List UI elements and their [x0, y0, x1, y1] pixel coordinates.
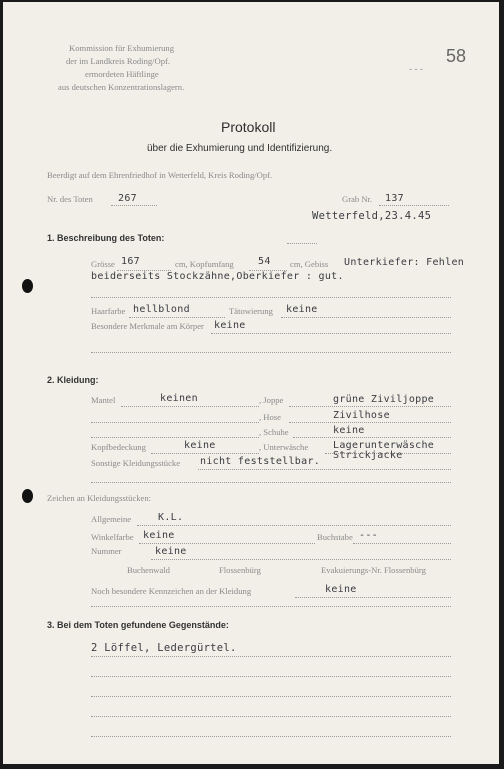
- size-value: 167: [121, 256, 140, 267]
- shoes-value: keine: [333, 425, 365, 436]
- punch-hole-lower: [22, 489, 33, 503]
- head-value: 54: [258, 256, 271, 267]
- dead-number-value: 267: [118, 193, 137, 204]
- section-2-title: 2. Kleidung:: [47, 375, 99, 385]
- jacket-value: grüne Ziviljoppe: [333, 394, 435, 405]
- other-signs-value: keine: [325, 584, 357, 595]
- column-evacuation-number: Evakuierungs-Nr. Flossenbürg: [321, 565, 426, 575]
- underwear-value: Lagerunterwäsche: [333, 440, 435, 451]
- punch-hole-upper: [22, 279, 33, 293]
- head-label: cm, Kopfumfang: [175, 259, 234, 269]
- column-flossenbuerg: Flossenbürg: [219, 565, 261, 575]
- jacket-label: , Joppe: [259, 395, 284, 405]
- dead-number-label: Nr. des Toten: [47, 194, 93, 204]
- size-label: Grösse: [91, 259, 115, 269]
- found-items-value: 2 Löffel, Ledergürtel.: [91, 642, 237, 654]
- shoes-label: , Schuhe: [259, 427, 289, 437]
- other-clothing-value-2: Strickjacke: [333, 450, 403, 461]
- pencil-mark: - - -: [409, 64, 423, 74]
- number-label: Nummer: [91, 546, 122, 556]
- hair-label: Haarfarbe: [91, 306, 126, 316]
- letter-label: Buchstabe: [317, 532, 353, 542]
- signs-title: Zeichen an Kleidungsstücken:: [47, 493, 152, 503]
- number-value: keine: [155, 546, 187, 557]
- burial-line: Beerdigt auf dem Ehrenfriedhof in Wetterfeld, Kreis Roding/Opf.: [47, 170, 273, 180]
- tattoo-label: Tätowierung: [229, 306, 273, 316]
- marks-label: Besondere Merkmale am Körper: [91, 321, 204, 331]
- section-1-title: 1. Beschreibung des Toten:: [47, 233, 165, 243]
- teeth-label: cm, Gebiss: [290, 259, 329, 269]
- page-subtitle: über die Exhumierung und Identifizierung.: [147, 143, 333, 154]
- place-date: Wetterfeld,23.4.45: [312, 210, 432, 222]
- general-label: Allgemeine: [91, 514, 132, 524]
- grave-number-value: 137: [385, 193, 404, 204]
- grave-number-label: Grab Nr.: [342, 194, 373, 204]
- headwear-value: keine: [184, 440, 216, 451]
- general-value: K.L.: [158, 512, 184, 523]
- tattoo-value: keine: [286, 304, 318, 315]
- column-buchenwald: Buchenwald: [127, 565, 170, 575]
- angle-color-value: keine: [143, 530, 175, 541]
- org-line-3: ermordeten Häftlinge: [85, 69, 159, 79]
- angle-color-label: Winkelfarbe: [91, 532, 134, 542]
- teeth-value-2: beiderseits Stockzähne,Oberkiefer : gut.: [91, 271, 344, 282]
- org-line-2: der im Landkreis Roding/Opf.: [66, 56, 171, 66]
- letter-value: ---: [359, 530, 378, 541]
- other-signs-label: Noch besondere Kennzeichen an der Kleidung: [91, 586, 252, 596]
- document-page: [3, 2, 499, 764]
- teeth-value: Unterkiefer: Fehlen: [344, 257, 465, 268]
- coat-label: Mantel: [91, 395, 116, 405]
- org-line-4: aus deutschen Konzentrationslagern.: [58, 82, 185, 92]
- trousers-label: , Hose: [259, 412, 281, 422]
- hair-value: hellblond: [133, 304, 190, 315]
- coat-value: keinen: [160, 393, 198, 404]
- other-clothing-value: nicht feststellbar.: [200, 456, 321, 467]
- section-3-title: 3. Bei dem Toten gefundene Gegenstände:: [47, 620, 229, 630]
- page-number: 58: [446, 46, 467, 66]
- underwear-label: , Unterwäsche: [259, 442, 309, 452]
- page-title: Protokoll: [221, 119, 276, 135]
- marks-value: keine: [214, 320, 246, 331]
- other-clothing-label: Sonstige Kleidungsstücke: [91, 458, 181, 468]
- headwear-label: Kopfbedeckung: [91, 442, 146, 452]
- org-line-1: Kommission für Exhumierung: [69, 43, 175, 53]
- trousers-value: Zivilhose: [333, 410, 390, 421]
